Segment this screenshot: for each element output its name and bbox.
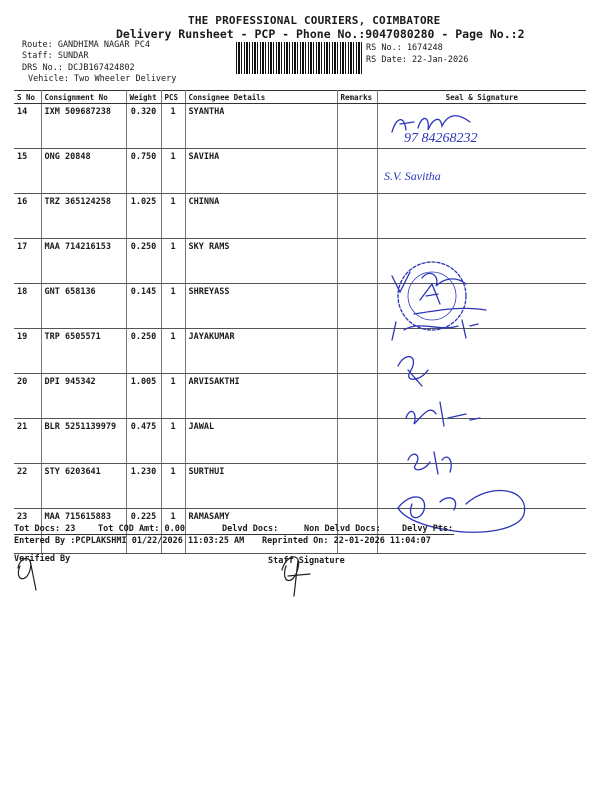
drs-number: DRS No.: DCJB167424802: [22, 63, 135, 73]
row-signature: [377, 239, 586, 284]
table-row: [14, 284, 586, 329]
row-consignment: TRP 6505571: [41, 329, 126, 374]
row-consignee: CHINNA: [185, 194, 337, 239]
rs-date: RS Date: 22-Jan-2026: [366, 55, 469, 65]
verified-by-label: Verified By: [14, 554, 71, 564]
row-signature: [377, 284, 586, 329]
row-remarks: [337, 329, 377, 374]
row-consignee: SAVIHA: [185, 149, 337, 194]
table-header-row: [14, 91, 586, 104]
company-title: THE PROFESSIONAL COURIERS, COIMBATORE: [188, 14, 441, 27]
staff-signature-label: Staff Signature: [268, 556, 345, 566]
row-sno: 20: [14, 374, 41, 419]
row-weight: 0.145: [126, 284, 161, 329]
delivered-docs: Delvd Docs:: [222, 524, 279, 534]
row-pcs: 1: [161, 284, 185, 329]
row-consignee: SURTHUI: [185, 464, 337, 509]
row-weight: 0.250: [126, 329, 161, 374]
row-remarks: [337, 194, 377, 239]
table-row: [14, 374, 586, 419]
row-remarks: [337, 239, 377, 284]
row-sno: 14: [14, 104, 41, 149]
row-pcs: 1: [161, 329, 185, 374]
col-weight: Weight: [126, 91, 161, 104]
row-consignment: IXM 509687238: [41, 104, 126, 149]
table-row: [14, 419, 586, 464]
row-remarks: [337, 284, 377, 329]
row-weight: 0.250: [126, 239, 161, 284]
table-row: [14, 104, 586, 149]
row-sno: 15: [14, 149, 41, 194]
runsheet-subtitle: Delivery Runsheet - PCP - Phone No.:9047080280 - Page No.:2: [116, 27, 525, 41]
table-row: [14, 329, 586, 374]
row-consignee: JAYAKUMAR: [185, 329, 337, 374]
row-pcs: 1: [161, 374, 185, 419]
row-consignee: ARVISAKTHI: [185, 374, 337, 419]
row-consignment: STY 6203641: [41, 464, 126, 509]
col-consignment: Consignment No: [41, 91, 126, 104]
row-remarks: [337, 104, 377, 149]
row-consignee: SHREYASS: [185, 284, 337, 329]
row-consignee: SYANTHA: [185, 104, 337, 149]
vehicle-label: Vehicle: Two Wheeler Delivery: [28, 74, 177, 84]
row-sno: 19: [14, 329, 41, 374]
row-consignment: GNT 658136: [41, 284, 126, 329]
row-consignee: SKY RAMS: [185, 239, 337, 284]
rs-number: RS No.: 1674248: [366, 43, 443, 53]
row-pcs: 1: [161, 194, 185, 239]
route-label: Route: GANDHIMA NAGAR PC4: [22, 40, 150, 50]
delivery-points: Delvy Pts:: [402, 524, 454, 534]
total-cod-amount: Tot COD Amt: 0.00: [98, 524, 185, 534]
entered-by: Entered By :PCPLAKSHMI 01/22/2026 11:03:25 AM: [14, 536, 245, 546]
col-signature: Seal & Signature: [377, 91, 586, 104]
col-sno: S No: [14, 91, 41, 104]
row-consignment: BLR 5251139979: [41, 419, 126, 464]
footer-divider: [14, 534, 454, 535]
table-row: [14, 239, 586, 284]
row-remarks: [337, 464, 377, 509]
row-signature: [377, 104, 586, 149]
row-sno: 21: [14, 419, 41, 464]
row-signature: [377, 329, 586, 374]
row-consignment: DPI 945342: [41, 374, 126, 419]
barcode: [236, 42, 362, 74]
row-weight: 1.230: [126, 464, 161, 509]
row-weight: 0.225: [126, 509, 161, 554]
row-consignee: RAMASAMY: [185, 509, 337, 554]
row-sno: 18: [14, 284, 41, 329]
row-weight: 1.025: [126, 194, 161, 239]
row-consignment: MAA 714216153: [41, 239, 126, 284]
row-weight: 0.320: [126, 104, 161, 149]
row-consignment: ONG 20848: [41, 149, 126, 194]
row-signature: [377, 194, 586, 239]
row-weight: 1.005: [126, 374, 161, 419]
non-delivered-docs: Non Delvd Docs:: [304, 524, 381, 534]
table-row: [14, 464, 586, 509]
row-pcs: 1: [161, 419, 185, 464]
col-consignee: Consignee Details: [185, 91, 337, 104]
row-consignment: MAA 715615883: [41, 509, 126, 554]
row-remarks: [337, 374, 377, 419]
row-sno: 17: [14, 239, 41, 284]
col-remarks: Remarks: [337, 91, 377, 104]
table-row: [14, 149, 586, 194]
row-pcs: 1: [161, 239, 185, 284]
row-pcs: 1: [161, 149, 185, 194]
row-pcs: 1: [161, 104, 185, 149]
row-pcs: 1: [161, 509, 185, 554]
row-signature: [377, 419, 586, 464]
row-consignee: JAWAL: [185, 419, 337, 464]
runsheet-table: [14, 90, 586, 554]
row-signature: [377, 374, 586, 419]
row-pcs: 1: [161, 464, 185, 509]
signature-row-15-text: S.V. Savitha: [384, 169, 441, 183]
row-weight: 0.750: [126, 149, 161, 194]
table-row: [14, 194, 586, 239]
signature-row-14-text: 97 84268232: [404, 131, 478, 146]
row-remarks: [337, 419, 377, 464]
total-docs: Tot Docs: 23: [14, 524, 76, 534]
col-pcs: PCS: [161, 91, 185, 104]
row-weight: 0.475: [126, 419, 161, 464]
row-sno: 22: [14, 464, 41, 509]
row-sno: 16: [14, 194, 41, 239]
staff-label: Staff: SUNDAR: [22, 51, 89, 61]
row-remarks: [337, 149, 377, 194]
reprinted-on: Reprinted On: 22-01-2026 11:04:07: [262, 536, 431, 546]
row-signature: [377, 464, 586, 509]
row-signature: [377, 149, 586, 194]
row-sno: 23: [14, 509, 41, 554]
row-consignment: TRZ 365124258: [41, 194, 126, 239]
